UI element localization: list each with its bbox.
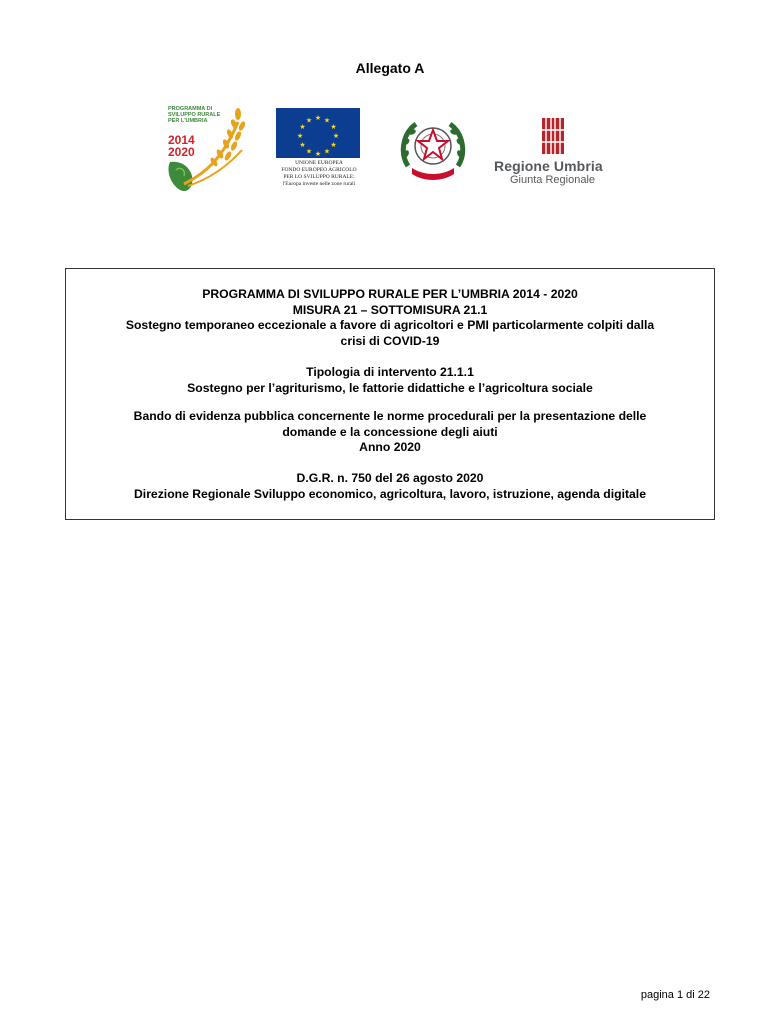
eu-logo — [274, 108, 364, 200]
directorate-name: Direzione Regionale Sviluppo economico, agricoltura, lavoro, istruzione, agenda digitale — [134, 486, 646, 501]
call-description-group — [66, 409, 714, 456]
svg-text:★: ★ — [299, 123, 306, 131]
svg-text:★: ★ — [299, 141, 306, 149]
italian-republic-emblem — [400, 114, 466, 184]
measure-title: MISURA 21 – SOTTOMISURA 21.1 — [292, 302, 488, 317]
svg-text:★: ★ — [332, 132, 340, 140]
umbria-logo-subtitle: Giunta Regionale — [510, 174, 596, 186]
psr-year-end: 2020 — [168, 145, 195, 159]
svg-text:★: ★ — [323, 147, 331, 156]
eu-logo-caption — [274, 160, 364, 188]
italian-republic-emblem-icon — [400, 114, 466, 184]
programme-title-group — [66, 287, 714, 349]
svg-text:★: ★ — [330, 123, 337, 131]
umbria-emblem-icon — [494, 116, 620, 156]
svg-text:★: ★ — [296, 132, 304, 140]
eu-caption-line: FONDO EUROPEO AGRICOLO — [281, 167, 357, 173]
call-description-cont: domande e la concessione degli aiuti — [282, 424, 498, 439]
call-year: Anno 2020 — [359, 440, 421, 454]
eu-caption-line: UNIONE EUROPEA — [295, 160, 343, 166]
regione-umbria-logo — [494, 116, 620, 186]
intervention-type: Tipologia di intervento 21.1.1 — [306, 365, 474, 379]
intervention-description: Sostegno per l’agriturismo, le fattorie didattiche e l’agricoltura sociale — [187, 380, 593, 395]
svg-text:★: ★ — [314, 114, 322, 122]
umbria-logo-name: Regione Umbria — [494, 158, 603, 174]
psr-logo-text: PROGRAMMA DI SVILUPPO RURALE PER L'UMBRIA — [168, 106, 221, 124]
logo-bar — [0, 100, 770, 200]
page-number: pagina 1 di 22 — [640, 989, 710, 1001]
psr-logo-years — [168, 134, 195, 158]
eu-flag-icon — [274, 108, 364, 160]
decree-group — [66, 471, 714, 502]
programme-title: PROGRAMMA DI SVILUPPO RURALE PER L’UMBRIA 2014 - 2020 — [202, 287, 578, 301]
svg-text:★: ★ — [305, 116, 313, 125]
support-description-cont: crisi di COVID-19 — [340, 333, 440, 348]
svg-text:★: ★ — [323, 116, 331, 125]
psr-year-start: 2014 — [168, 133, 195, 147]
decree-reference: D.G.R. n. 750 del 26 agosto 2020 — [296, 471, 484, 485]
eu-caption-line: l'Europa investe nelle zone rurali — [282, 181, 356, 187]
svg-text:★: ★ — [314, 150, 322, 158]
psr-umbria-logo — [164, 100, 246, 196]
intervention-type-group — [66, 365, 714, 396]
svg-text:★: ★ — [330, 141, 337, 149]
document-annex-label: Allegato A — [355, 60, 425, 76]
support-description: Sostegno temporaneo eccezionale a favore di agricoltori e PMI particolarmente colpiti dalla — [125, 318, 655, 332]
document-title-box — [65, 268, 715, 520]
call-description: Bando di evidenza pubblica concernente le norme procedurali per la presentazione delle — [133, 409, 647, 423]
svg-text:★: ★ — [305, 147, 313, 156]
eu-caption-line: PER LO SVILUPPO RURALE: — [283, 174, 355, 180]
